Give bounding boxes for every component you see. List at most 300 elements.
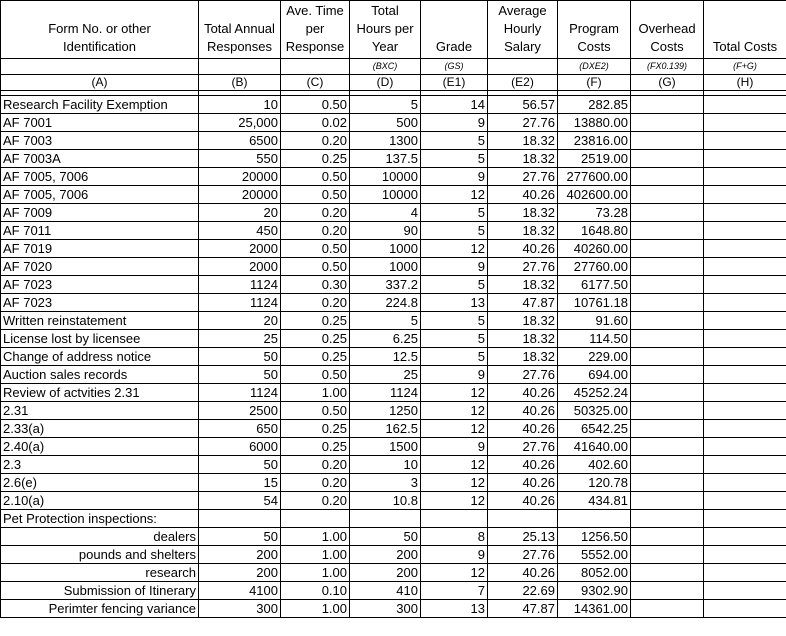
table-cell[interactable]: 0.10 bbox=[281, 582, 350, 600]
table-cell[interactable]: 73.28 bbox=[558, 204, 631, 222]
table-cell[interactable]: 9 bbox=[421, 258, 488, 276]
table-cell[interactable] bbox=[631, 492, 704, 510]
table-cell[interactable]: 25.13 bbox=[488, 528, 558, 546]
table-cell[interactable]: 402.60 bbox=[558, 456, 631, 474]
table-cell[interactable] bbox=[631, 384, 704, 402]
column-letter[interactable]: (E2) bbox=[488, 75, 558, 91]
table-cell[interactable] bbox=[631, 312, 704, 330]
table-cell[interactable]: 0.20 bbox=[281, 456, 350, 474]
formula-cell[interactable]: (BXC) bbox=[350, 59, 421, 75]
table-cell[interactable]: 20000 bbox=[199, 186, 281, 204]
table-cell[interactable] bbox=[631, 402, 704, 420]
table-cell[interactable] bbox=[350, 510, 421, 528]
row-label[interactable]: AF 7023 bbox=[1, 294, 199, 312]
table-cell[interactable] bbox=[631, 456, 704, 474]
table-cell[interactable]: 27760.00 bbox=[558, 258, 631, 276]
column-letter[interactable]: (A) bbox=[1, 75, 199, 91]
table-cell[interactable]: 0.25 bbox=[281, 420, 350, 438]
table-cell[interactable]: 0.50 bbox=[281, 402, 350, 420]
table-cell[interactable] bbox=[704, 294, 786, 312]
table-row bbox=[1, 420, 786, 438]
table-cell[interactable] bbox=[558, 510, 631, 528]
table-cell[interactable]: 694.00 bbox=[558, 366, 631, 384]
table-row bbox=[1, 132, 786, 150]
column-letter[interactable]: (G) bbox=[631, 75, 704, 91]
table-cell[interactable]: 5 bbox=[421, 150, 488, 168]
table-cell[interactable] bbox=[704, 528, 786, 546]
table-cell[interactable] bbox=[421, 510, 488, 528]
row-label[interactable]: AF 7003A bbox=[1, 150, 199, 168]
table-cell[interactable]: 18.32 bbox=[488, 204, 558, 222]
table-cell[interactable]: 20 bbox=[199, 312, 281, 330]
table-cell[interactable]: 12 bbox=[421, 456, 488, 474]
row-label[interactable]: AF 7005, 7006 bbox=[1, 186, 199, 204]
table-cell[interactable]: 18.32 bbox=[488, 276, 558, 294]
table-cell[interactable]: 300 bbox=[350, 600, 421, 618]
table-cell[interactable]: 18.32 bbox=[488, 312, 558, 330]
table-row bbox=[1, 96, 786, 114]
row-label[interactable]: pounds and shelters bbox=[1, 546, 199, 564]
table-cell[interactable]: 5 bbox=[421, 348, 488, 366]
table-cell[interactable]: 0.02 bbox=[281, 114, 350, 132]
table-cell[interactable]: 8052.00 bbox=[558, 564, 631, 582]
table-cell[interactable]: 22.69 bbox=[488, 582, 558, 600]
table-cell[interactable]: 1000 bbox=[350, 240, 421, 258]
table-cell[interactable]: 9 bbox=[421, 546, 488, 564]
table-cell[interactable] bbox=[631, 222, 704, 240]
table-cell[interactable]: 27.76 bbox=[488, 438, 558, 456]
row-label[interactable]: AF 7019 bbox=[1, 240, 199, 258]
table-cell[interactable] bbox=[281, 510, 350, 528]
table-cell[interactable]: 40260.00 bbox=[558, 240, 631, 258]
table-cell[interactable]: 1124 bbox=[199, 276, 281, 294]
table-cell[interactable]: 8 bbox=[421, 528, 488, 546]
table-cell[interactable]: 0.50 bbox=[281, 168, 350, 186]
table-cell[interactable] bbox=[704, 114, 786, 132]
table-cell[interactable]: 20000 bbox=[199, 168, 281, 186]
table-cell[interactable]: 50 bbox=[199, 348, 281, 366]
table-cell[interactable]: 200 bbox=[199, 564, 281, 582]
table-cell[interactable]: 10000 bbox=[350, 168, 421, 186]
row-label[interactable]: Review of actvities 2.31 bbox=[1, 384, 199, 402]
row-label[interactable]: AF 7003 bbox=[1, 132, 199, 150]
table-cell[interactable] bbox=[199, 510, 281, 528]
table-cell[interactable]: 0.25 bbox=[281, 348, 350, 366]
row-label[interactable]: Change of address notice bbox=[1, 348, 199, 366]
table-cell[interactable]: 650 bbox=[199, 420, 281, 438]
table-row bbox=[1, 546, 786, 564]
table-cell[interactable]: 54 bbox=[199, 492, 281, 510]
table-cell[interactable]: 20 bbox=[199, 204, 281, 222]
table-cell[interactable]: 0.20 bbox=[281, 492, 350, 510]
table-cell[interactable] bbox=[704, 204, 786, 222]
table-row bbox=[1, 150, 786, 168]
table-cell[interactable] bbox=[631, 186, 704, 204]
table-cell[interactable]: 337.2 bbox=[350, 276, 421, 294]
table-cell[interactable] bbox=[631, 132, 704, 150]
table-cell[interactable]: 0.20 bbox=[281, 294, 350, 312]
formula-cell[interactable]: (F+G) bbox=[704, 59, 786, 75]
table-cell[interactable]: 1648.80 bbox=[558, 222, 631, 240]
table-cell[interactable]: 1124 bbox=[199, 384, 281, 402]
table-cell[interactable]: 1124 bbox=[350, 384, 421, 402]
column-header[interactable]: Average Hourly Salary bbox=[488, 1, 558, 59]
table-row bbox=[1, 456, 786, 474]
table-cell[interactable]: 1.00 bbox=[281, 384, 350, 402]
table-cell[interactable] bbox=[631, 564, 704, 582]
table-cell[interactable]: 25 bbox=[199, 330, 281, 348]
table-row bbox=[1, 330, 786, 348]
table-cell[interactable]: 27.76 bbox=[488, 366, 558, 384]
row-label[interactable]: AF 7009 bbox=[1, 204, 199, 222]
table-cell[interactable]: 402600.00 bbox=[558, 186, 631, 204]
table-cell[interactable] bbox=[704, 492, 786, 510]
table-cell[interactable] bbox=[704, 474, 786, 492]
table-cell[interactable]: 1124 bbox=[199, 294, 281, 312]
table-cell[interactable]: 2519.00 bbox=[558, 150, 631, 168]
row-label[interactable]: AF 7023 bbox=[1, 276, 199, 294]
table-cell[interactable]: 40.26 bbox=[488, 240, 558, 258]
table-cell[interactable] bbox=[631, 204, 704, 222]
table-cell[interactable] bbox=[704, 168, 786, 186]
table-cell[interactable]: 9 bbox=[421, 168, 488, 186]
table-cell[interactable]: 200 bbox=[350, 564, 421, 582]
table-cell[interactable]: 40.26 bbox=[488, 474, 558, 492]
table-row bbox=[1, 114, 786, 132]
table-cell[interactable]: 6.25 bbox=[350, 330, 421, 348]
formula-cell[interactable] bbox=[488, 59, 558, 75]
table-cell[interactable]: 25,000 bbox=[199, 114, 281, 132]
table-cell[interactable]: 2000 bbox=[199, 258, 281, 276]
table-cell[interactable]: 40.26 bbox=[488, 402, 558, 420]
table-cell[interactable]: 12 bbox=[421, 420, 488, 438]
table-cell[interactable]: 120.78 bbox=[558, 474, 631, 492]
table-cell[interactable]: 0.50 bbox=[281, 186, 350, 204]
table-cell[interactable] bbox=[631, 366, 704, 384]
table-cell[interactable]: 5 bbox=[421, 132, 488, 150]
table-cell[interactable]: 10000 bbox=[350, 186, 421, 204]
row-label[interactable]: 2.40(a) bbox=[1, 438, 199, 456]
table-cell[interactable]: 47.87 bbox=[488, 294, 558, 312]
table-cell[interactable]: 27.76 bbox=[488, 114, 558, 132]
table-cell[interactable]: 56.57 bbox=[488, 96, 558, 114]
table-cell[interactable]: 91.60 bbox=[558, 312, 631, 330]
table-cell[interactable]: 7 bbox=[421, 582, 488, 600]
table-cell[interactable]: 90 bbox=[350, 222, 421, 240]
column-header[interactable]: Total Hours per Year bbox=[350, 1, 421, 59]
table-cell[interactable] bbox=[631, 168, 704, 186]
row-label[interactable]: Submission of Itinerary bbox=[1, 582, 199, 600]
table-cell[interactable]: 0.30 bbox=[281, 276, 350, 294]
row-label[interactable]: License lost by licensee bbox=[1, 330, 199, 348]
table-cell[interactable] bbox=[704, 546, 786, 564]
table-cell[interactable] bbox=[488, 510, 558, 528]
table-cell[interactable] bbox=[704, 402, 786, 420]
table-cell[interactable] bbox=[631, 420, 704, 438]
table-cell[interactable] bbox=[704, 240, 786, 258]
row-label[interactable]: AF 7005, 7006 bbox=[1, 168, 199, 186]
table-cell[interactable]: 5 bbox=[350, 312, 421, 330]
table-cell[interactable]: 450 bbox=[199, 222, 281, 240]
table-cell[interactable]: 27.76 bbox=[488, 546, 558, 564]
table-cell[interactable]: 27.76 bbox=[488, 168, 558, 186]
table-cell[interactable]: 500 bbox=[350, 114, 421, 132]
column-letter[interactable]: (F) bbox=[558, 75, 631, 91]
table-cell[interactable]: 0.20 bbox=[281, 222, 350, 240]
table-cell[interactable]: 2500 bbox=[199, 402, 281, 420]
table-cell[interactable]: 2000 bbox=[199, 240, 281, 258]
row-label[interactable]: dealers bbox=[1, 528, 199, 546]
table-cell[interactable]: 13 bbox=[421, 600, 488, 618]
table-cell[interactable]: 4100 bbox=[199, 582, 281, 600]
table-cell[interactable]: 229.00 bbox=[558, 348, 631, 366]
table-cell[interactable] bbox=[704, 186, 786, 204]
table-cell[interactable] bbox=[631, 546, 704, 564]
table-cell[interactable]: 40.26 bbox=[488, 492, 558, 510]
table-cell[interactable] bbox=[631, 528, 704, 546]
table-row bbox=[1, 492, 786, 510]
row-label[interactable]: Perimter fencing variance bbox=[1, 600, 199, 618]
table-cell[interactable]: 6000 bbox=[199, 438, 281, 456]
table-cell[interactable] bbox=[631, 150, 704, 168]
row-label[interactable]: Auction sales records bbox=[1, 366, 199, 384]
table-cell[interactable]: 1.00 bbox=[281, 546, 350, 564]
table-cell[interactable]: 6500 bbox=[199, 132, 281, 150]
row-label[interactable]: AF 7020 bbox=[1, 258, 199, 276]
table-cell[interactable]: 162.5 bbox=[350, 420, 421, 438]
table-cell[interactable] bbox=[631, 294, 704, 312]
table-cell[interactable]: 12 bbox=[421, 492, 488, 510]
table-cell[interactable] bbox=[704, 348, 786, 366]
table-cell[interactable]: 18.32 bbox=[488, 150, 558, 168]
table-cell[interactable] bbox=[631, 600, 704, 618]
table-cell[interactable]: 200 bbox=[350, 546, 421, 564]
table-cell[interactable]: 9 bbox=[421, 114, 488, 132]
table-cell[interactable]: 1.00 bbox=[281, 600, 350, 618]
column-letter[interactable]: (H) bbox=[704, 75, 786, 91]
row-label[interactable]: research bbox=[1, 564, 199, 582]
column-letter[interactable]: (D) bbox=[350, 75, 421, 91]
table-cell[interactable]: 9 bbox=[421, 438, 488, 456]
table-cell[interactable]: 40.26 bbox=[488, 420, 558, 438]
table-cell[interactable]: 50 bbox=[350, 528, 421, 546]
table-cell[interactable]: 50 bbox=[199, 456, 281, 474]
table-cell[interactable]: 434.81 bbox=[558, 492, 631, 510]
table-cell[interactable]: 0.25 bbox=[281, 438, 350, 456]
table-cell[interactable] bbox=[704, 564, 786, 582]
table-cell[interactable]: 224.8 bbox=[350, 294, 421, 312]
formula-cell[interactable] bbox=[281, 59, 350, 75]
table-cell[interactable]: 18.32 bbox=[488, 330, 558, 348]
table-cell[interactable]: 10.8 bbox=[350, 492, 421, 510]
row-label[interactable]: 2.33(a) bbox=[1, 420, 199, 438]
table-cell[interactable]: 0.50 bbox=[281, 96, 350, 114]
table-cell[interactable]: 5552.00 bbox=[558, 546, 631, 564]
table-cell[interactable] bbox=[631, 330, 704, 348]
column-letter[interactable]: (E1) bbox=[421, 75, 488, 91]
table-cell[interactable]: 41640.00 bbox=[558, 438, 631, 456]
table-cell[interactable]: 23816.00 bbox=[558, 132, 631, 150]
table-cell[interactable]: 10 bbox=[350, 456, 421, 474]
row-label[interactable]: Written reinstatement bbox=[1, 312, 199, 330]
table-cell[interactable]: 4 bbox=[350, 204, 421, 222]
table-cell[interactable] bbox=[631, 258, 704, 276]
table-cell[interactable] bbox=[704, 258, 786, 276]
table-cell[interactable]: 1.00 bbox=[281, 564, 350, 582]
table-cell[interactable]: 15 bbox=[199, 474, 281, 492]
table-cell[interactable]: 0.50 bbox=[281, 240, 350, 258]
table-cell[interactable]: 12 bbox=[421, 240, 488, 258]
table-cell[interactable]: 12 bbox=[421, 474, 488, 492]
row-label[interactable]: 2.10(a) bbox=[1, 492, 199, 510]
table-cell[interactable]: 1256.50 bbox=[558, 528, 631, 546]
table-cell[interactable]: 0.25 bbox=[281, 312, 350, 330]
table-cell[interactable]: 12 bbox=[421, 186, 488, 204]
row-label[interactable]: AF 7001 bbox=[1, 114, 199, 132]
table-cell[interactable]: 13 bbox=[421, 294, 488, 312]
column-letter[interactable]: (C) bbox=[281, 75, 350, 91]
table-cell[interactable] bbox=[631, 438, 704, 456]
table-cell[interactable]: 1500 bbox=[350, 438, 421, 456]
row-label[interactable]: 2.3 bbox=[1, 456, 199, 474]
table-cell[interactable]: 137.5 bbox=[350, 150, 421, 168]
row-label[interactable]: 2.31 bbox=[1, 402, 199, 420]
formula-cell[interactable] bbox=[199, 59, 281, 75]
table-cell[interactable] bbox=[631, 582, 704, 600]
table-cell[interactable]: 9 bbox=[421, 366, 488, 384]
table-cell[interactable]: 18.32 bbox=[488, 348, 558, 366]
column-header[interactable]: Overhead Costs bbox=[631, 1, 704, 59]
table-cell[interactable] bbox=[631, 240, 704, 258]
row-label[interactable]: AF 7011 bbox=[1, 222, 199, 240]
table-cell[interactable]: 5 bbox=[421, 330, 488, 348]
column-header[interactable]: Grade bbox=[421, 1, 488, 59]
table-cell[interactable]: 5 bbox=[421, 312, 488, 330]
table-cell[interactable] bbox=[631, 276, 704, 294]
table-cell[interactable]: 5 bbox=[421, 222, 488, 240]
table-cell[interactable]: 0.20 bbox=[281, 132, 350, 150]
column-header[interactable]: Program Costs bbox=[558, 1, 631, 59]
table-cell[interactable]: 1000 bbox=[350, 258, 421, 276]
table-cell[interactable]: 40.26 bbox=[488, 186, 558, 204]
table-cell[interactable]: 10761.18 bbox=[558, 294, 631, 312]
table-cell[interactable]: 40.26 bbox=[488, 456, 558, 474]
table-row bbox=[1, 438, 786, 456]
table-cell[interactable]: 45252.24 bbox=[558, 384, 631, 402]
table-cell[interactable]: 277600.00 bbox=[558, 168, 631, 186]
table-cell[interactable]: 0.50 bbox=[281, 366, 350, 384]
table-cell[interactable] bbox=[704, 582, 786, 600]
table-cell[interactable] bbox=[704, 96, 786, 114]
table-cell[interactable]: 27.76 bbox=[488, 258, 558, 276]
table-row bbox=[1, 294, 786, 312]
table-cell[interactable] bbox=[704, 438, 786, 456]
table-cell[interactable] bbox=[631, 114, 704, 132]
table-cell[interactable] bbox=[631, 96, 704, 114]
table-cell[interactable]: 5 bbox=[421, 276, 488, 294]
table-cell[interactable]: 10 bbox=[199, 96, 281, 114]
formula-cell[interactable]: (DXE2) bbox=[558, 59, 631, 75]
table-cell[interactable] bbox=[704, 456, 786, 474]
table-cell[interactable]: 550 bbox=[199, 150, 281, 168]
table-cell[interactable] bbox=[704, 420, 786, 438]
row-label[interactable]: Research Facility Exemption bbox=[1, 96, 199, 114]
table-cell[interactable] bbox=[704, 222, 786, 240]
table-cell[interactable] bbox=[631, 474, 704, 492]
table-cell[interactable] bbox=[704, 366, 786, 384]
table-cell[interactable]: 40.26 bbox=[488, 384, 558, 402]
table-cell[interactable]: 12 bbox=[421, 402, 488, 420]
table-cell[interactable] bbox=[631, 510, 704, 528]
column-header[interactable]: Total Annual Responses bbox=[199, 1, 281, 59]
table-cell[interactable]: 12.5 bbox=[350, 348, 421, 366]
table-cell[interactable]: 5 bbox=[421, 204, 488, 222]
table-cell[interactable] bbox=[704, 312, 786, 330]
table-cell[interactable]: 1250 bbox=[350, 402, 421, 420]
table-cell[interactable]: 18.32 bbox=[488, 222, 558, 240]
table-cell[interactable]: 300 bbox=[199, 600, 281, 618]
table-cell[interactable]: 3 bbox=[350, 474, 421, 492]
table-cell[interactable]: 200 bbox=[199, 546, 281, 564]
table-cell[interactable]: 40.26 bbox=[488, 564, 558, 582]
table-cell[interactable]: 47.87 bbox=[488, 600, 558, 618]
table-cell[interactable]: 25 bbox=[350, 366, 421, 384]
table-cell[interactable]: 0.20 bbox=[281, 204, 350, 222]
table-cell[interactable]: 12 bbox=[421, 384, 488, 402]
table-cell[interactable] bbox=[704, 384, 786, 402]
table-cell[interactable]: 13880.00 bbox=[558, 114, 631, 132]
column-header[interactable]: Form No. or other Identification bbox=[1, 1, 199, 59]
table-cell[interactable]: 12 bbox=[421, 564, 488, 582]
table-cell[interactable]: 0.20 bbox=[281, 474, 350, 492]
table-cell[interactable] bbox=[704, 600, 786, 618]
table-cell[interactable]: 50325.00 bbox=[558, 402, 631, 420]
table-cell[interactable] bbox=[704, 276, 786, 294]
row-label[interactable]: 2.6(e) bbox=[1, 474, 199, 492]
column-header[interactable]: Total Costs bbox=[704, 1, 786, 59]
table-cell[interactable]: 0.25 bbox=[281, 330, 350, 348]
table-cell[interactable]: 410 bbox=[350, 582, 421, 600]
table-cell[interactable]: 14361.00 bbox=[558, 600, 631, 618]
table-cell[interactable]: 1300 bbox=[350, 132, 421, 150]
formula-row bbox=[1, 59, 786, 75]
table-cell[interactable]: 5 bbox=[350, 96, 421, 114]
table-cell[interactable] bbox=[704, 510, 786, 528]
column-header[interactable]: Ave. Time per Response bbox=[281, 1, 350, 59]
table-cell[interactable] bbox=[704, 132, 786, 150]
table-cell[interactable]: 0.50 bbox=[281, 258, 350, 276]
table-cell[interactable]: 6542.25 bbox=[558, 420, 631, 438]
row-label[interactable]: Pet Protection inspections: bbox=[1, 510, 199, 528]
table-cell[interactable] bbox=[631, 348, 704, 366]
table-cell[interactable] bbox=[704, 150, 786, 168]
column-letter[interactable]: (B) bbox=[199, 75, 281, 91]
table-cell[interactable]: 0.25 bbox=[281, 150, 350, 168]
formula-cell[interactable]: (FX0.139) bbox=[631, 59, 704, 75]
formula-cell[interactable] bbox=[1, 59, 199, 75]
table-cell[interactable] bbox=[704, 330, 786, 348]
table-cell[interactable]: 18.32 bbox=[488, 132, 558, 150]
table-cell[interactable]: 9302.90 bbox=[558, 582, 631, 600]
table-cell[interactable]: 50 bbox=[199, 528, 281, 546]
table-cell[interactable]: 6177.50 bbox=[558, 276, 631, 294]
table-cell[interactable]: 282.85 bbox=[558, 96, 631, 114]
table-cell[interactable]: 14 bbox=[421, 96, 488, 114]
table-cell[interactable]: 114.50 bbox=[558, 330, 631, 348]
table-cell[interactable]: 50 bbox=[199, 366, 281, 384]
table-cell[interactable]: 1.00 bbox=[281, 528, 350, 546]
formula-cell[interactable]: (GS) bbox=[421, 59, 488, 75]
